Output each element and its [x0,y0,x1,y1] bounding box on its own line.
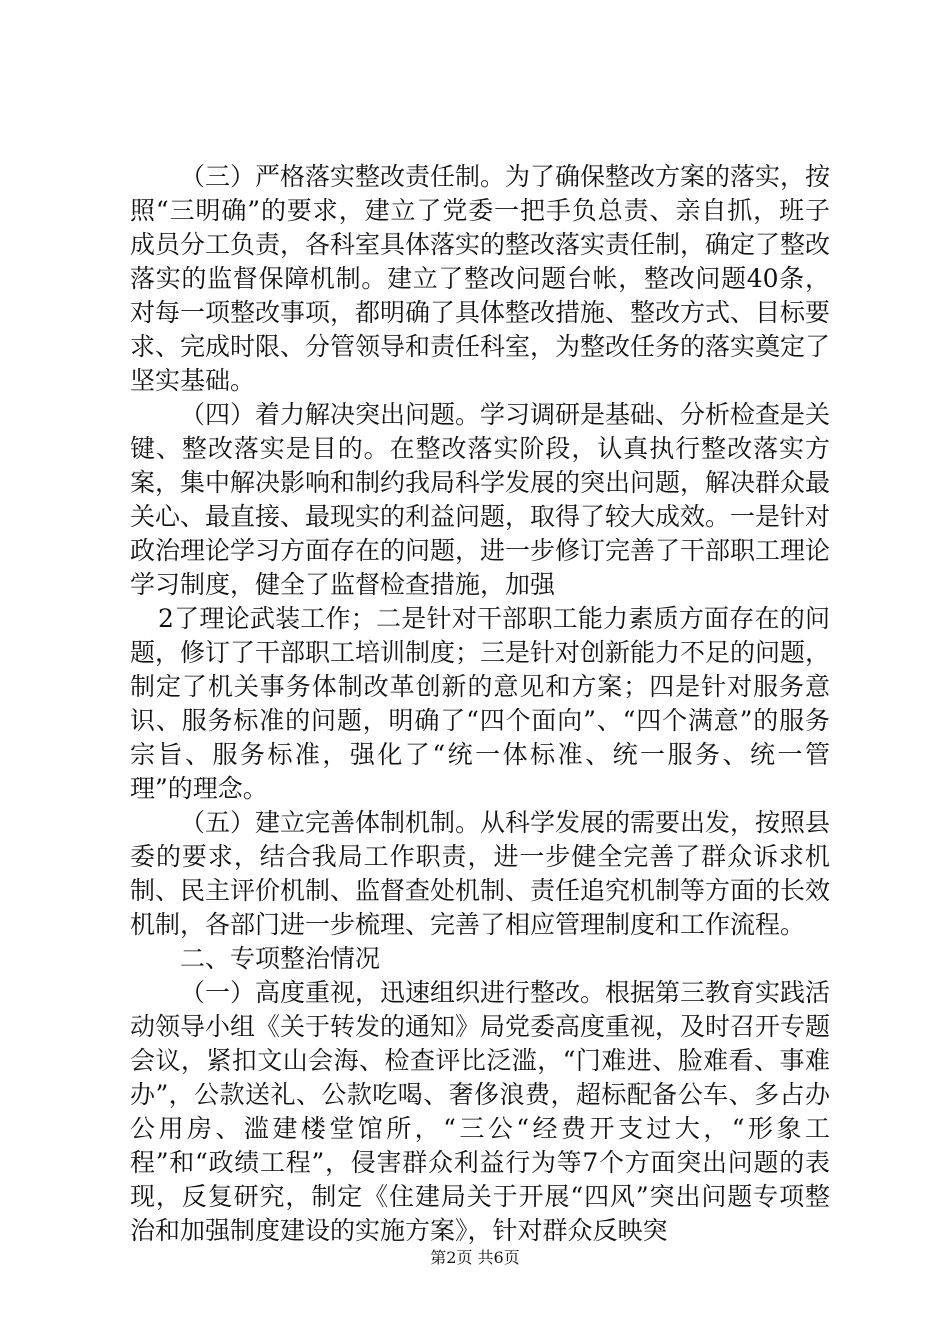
page-footer: 第2页 共6页 [430,1248,520,1267]
paragraph-institutional-mechanisms: （五）建立完善体制机制。从科学发展的需要出发，按照县委的要求，结合我局工作职责，进一步健全完善了群众诉求机制、民主评价机制、监督查处机制、责任追究机制等方面的长效机制，各部门进一步梳理、完善了相应管理制度和工作流程。 [130,808,831,939]
paragraph-responsibility-system: （三）严格落实整改责任制。为了确保整改方案的落实，按照“三明确”的要求，建立了党委一把手负总责、亲自抓，班子成员分工负责，各科室具体落实的整改落实责任制，确定了整改落实的监督保障机制。建立了整改问题台帐，整改问题40条，对每一项整改事项，都明确了具体整改措施、整改方式、目标要求、完成时限、分管领导和责任科室，为整改任务的落实奠定了坚实基础。 [130,162,831,395]
document-body [130,160,830,1248]
paragraph-high-attention: （一）高度重视，迅速组织进行整改。根据第三教育实践活动领导小组《关于转发的通知》局党委高度重视，及时召开专题会议，紧扣文山会海、检查评比泛滥，“门难进、脸难看、事难办”，公款送礼、公款吃喝、奢侈浪费，超标配备公车、多占办公用房、滥建楼堂馆所，“三公“经费开支过大，“形象工程”和“政绩工程”，侵害群众利益行为等7个方面突出问题的表现，反复研究，制定《住建局关于开展“四风”突出问题专项整治和加强制度建设的实施方案》，针对群众反映突 [130,978,831,1245]
paragraph-theory-work-continuation: 2了理论武装工作；二是针对干部职工能力素质方面存在的问题，修订了干部职工培训制度；三是针对创新能力不足的问题，制定了机关事务体制改革创新的意见和方案；四是针对服务意识、服务标准的问题，明确了“四个面向”、“四个满意”的服务宗旨、服务标准，强化了“统一体标准、统一服务、统一管理”的理念。 [130,604,831,803]
paragraph-solve-prominent-problems: （四）着力解决突出问题。学习调研是基础、分析检查是关键、整改落实是目的。在整改落实阶段，认真执行整改落实方案，集中解决影响和制约我局科学发展的突出问题，解决群众最关心、最直接、最现实的利益问题，取得了较大成效。一是针对政治理论学习方面存在的问题，进一步修订完善了干部职工理论学习制度，健全了监督检查措施，加强 [130,400,831,599]
section-heading-special-rectification: 二、专项整治情况 [180,944,381,973]
